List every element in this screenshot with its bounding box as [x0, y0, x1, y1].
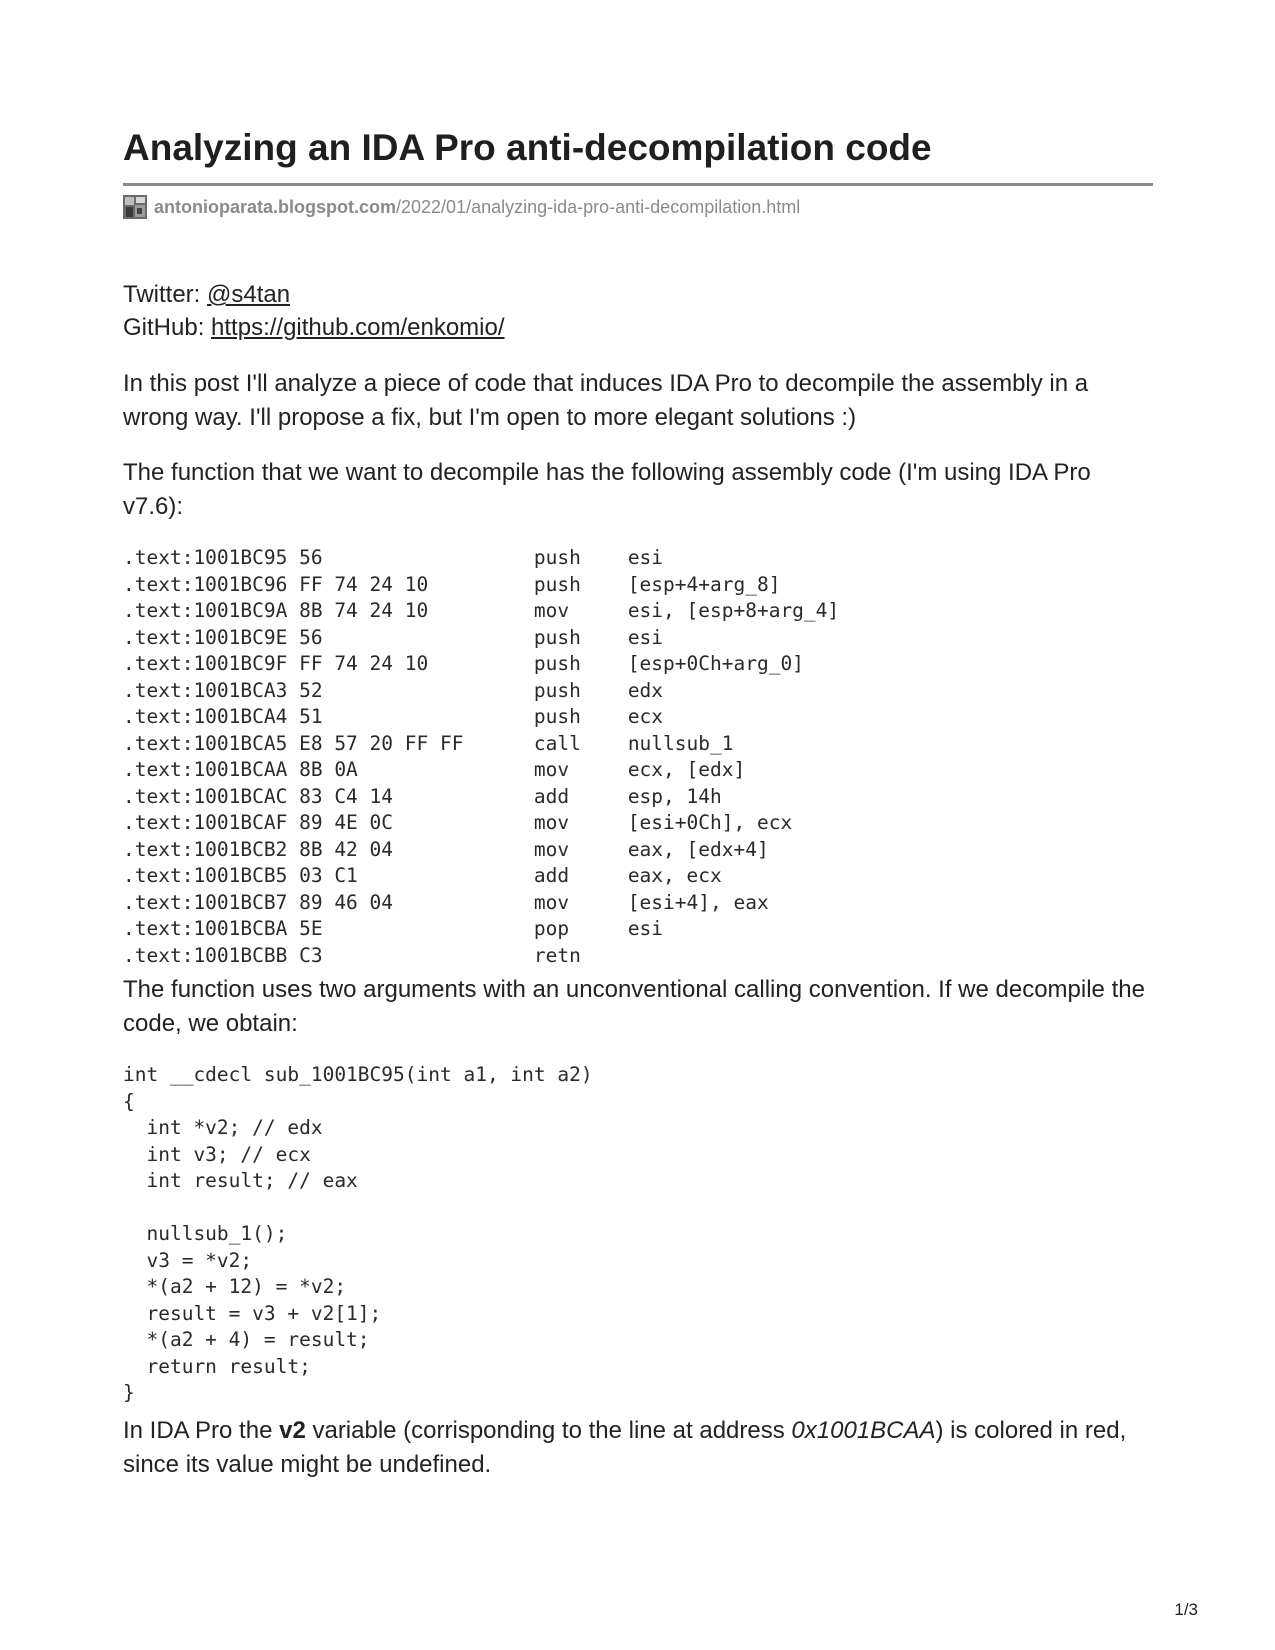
v2-variable-name: v2	[279, 1417, 306, 1444]
github-line	[123, 311, 1153, 345]
assembly-line: .text:1001BCB2 8B 42 04 mov eax, [edx+4]	[123, 837, 769, 861]
page-number: 1/3	[1174, 1600, 1198, 1619]
github-label: GitHub:	[123, 314, 212, 341]
code-line: *(a2 + 4) = result;	[146, 1328, 370, 1351]
code-line: int result; // eax	[146, 1169, 358, 1192]
assembly-line: .text:1001BCA3 52 push edx	[123, 678, 664, 702]
code-line: nullsub_1();	[146, 1222, 288, 1245]
assembly-line: .text:1001BCAF 89 4E 0C mov [esi+0Ch], ecx	[123, 811, 793, 834]
v2-text-suffix: ) is colored in red, since its value might be undefined.	[123, 1417, 1127, 1478]
github-url-link[interactable]: https://github.com/enkomio/	[211, 314, 505, 341]
code-line: int __cdecl sub_1001BC95(int a1, int a2)	[123, 1063, 593, 1086]
assembly-line: .text:1001BCAC 83 C4 14 add esp, 14h	[123, 784, 722, 808]
source-domain: antonioparata.blogspot.com	[154, 196, 397, 217]
code-line: int v3; // ecx	[146, 1142, 311, 1166]
assembly-line: .text:1001BCB5 03 C1 add eax, ecx	[123, 864, 722, 887]
assembly-line: .text:1001BCA4 51 push ecx	[123, 705, 664, 728]
assembly-line: .text:1001BC9F FF 74 24 10 push [esp+0Ch+arg_0]	[123, 652, 804, 675]
twitter-label: Twitter:	[123, 281, 208, 308]
v2-text-prefix: In IDA Pro the	[123, 1417, 280, 1444]
assembly-line: .text:1001BCA5 E8 57 20 FF FF call nullsub_1	[123, 731, 734, 755]
assembly-line: .text:1001BC96 FF 74 24 10 push [esp+4+arg_8]	[123, 572, 781, 596]
decompiled-code-block	[123, 1062, 593, 1407]
source-path: /2022/01/analyzing-ida-pro-anti-decompilation.html	[396, 196, 801, 217]
assembly-line: .text:1001BCB7 89 46 04 mov [esi+4], eax	[123, 890, 769, 914]
intro-paragraph: In this post I'll analyze a piece of code that induces IDA Pro to decompile the assembly in a wrong way. I'll propose a fix, but I'm open to more elegant solutions :)	[123, 370, 1089, 431]
source-url[interactable]	[123, 195, 800, 219]
site-favicon-icon	[123, 195, 147, 219]
twitter-handle-link[interactable]: @s4tan	[207, 281, 291, 308]
article-title: Analyzing an IDA Pro anti-decompilation code	[123, 127, 932, 168]
assembly-line: .text:1001BC9A 8B 74 24 10 mov esi, [esp+8+arg_4]	[123, 599, 840, 622]
code-line: return result;	[146, 1354, 311, 1378]
decompile-intro-paragraph: The function uses two arguments with an unconventional calling convention. If we decompile the code, we obtain:	[123, 976, 1145, 1037]
assembly-intro-paragraph: The function that we want to decompile has the following assembly code (I'm using IDA Pro v7.6):	[123, 459, 1091, 520]
code-line: *(a2 + 12) = *v2;	[146, 1275, 347, 1298]
v2-address: 0x1001BCAA	[791, 1417, 936, 1444]
code-line: result = v3 + v2[1];	[146, 1301, 382, 1325]
assembly-line: .text:1001BCBB C3 retn	[123, 943, 581, 967]
code-line: }	[123, 1381, 135, 1404]
v2-explanation-paragraph	[123, 1414, 1153, 1482]
v2-text-middle: variable (corrisponding to the line at address	[305, 1417, 792, 1444]
assembly-line: .text:1001BCAA 8B 0A mov ecx, [edx]	[123, 758, 746, 781]
code-line: int *v2; // edx	[146, 1116, 323, 1139]
assembly-line: .text:1001BCBA 5E pop esi	[123, 917, 664, 940]
code-line: {	[123, 1089, 135, 1113]
title-divider	[123, 183, 1153, 186]
assembly-line: .text:1001BC9E 56 push esi	[123, 625, 664, 649]
code-line: v3 = *v2;	[146, 1248, 253, 1272]
twitter-line	[123, 278, 1153, 312]
assembly-listing	[123, 545, 839, 969]
assembly-line: .text:1001BC95 56 push esi	[123, 546, 664, 569]
